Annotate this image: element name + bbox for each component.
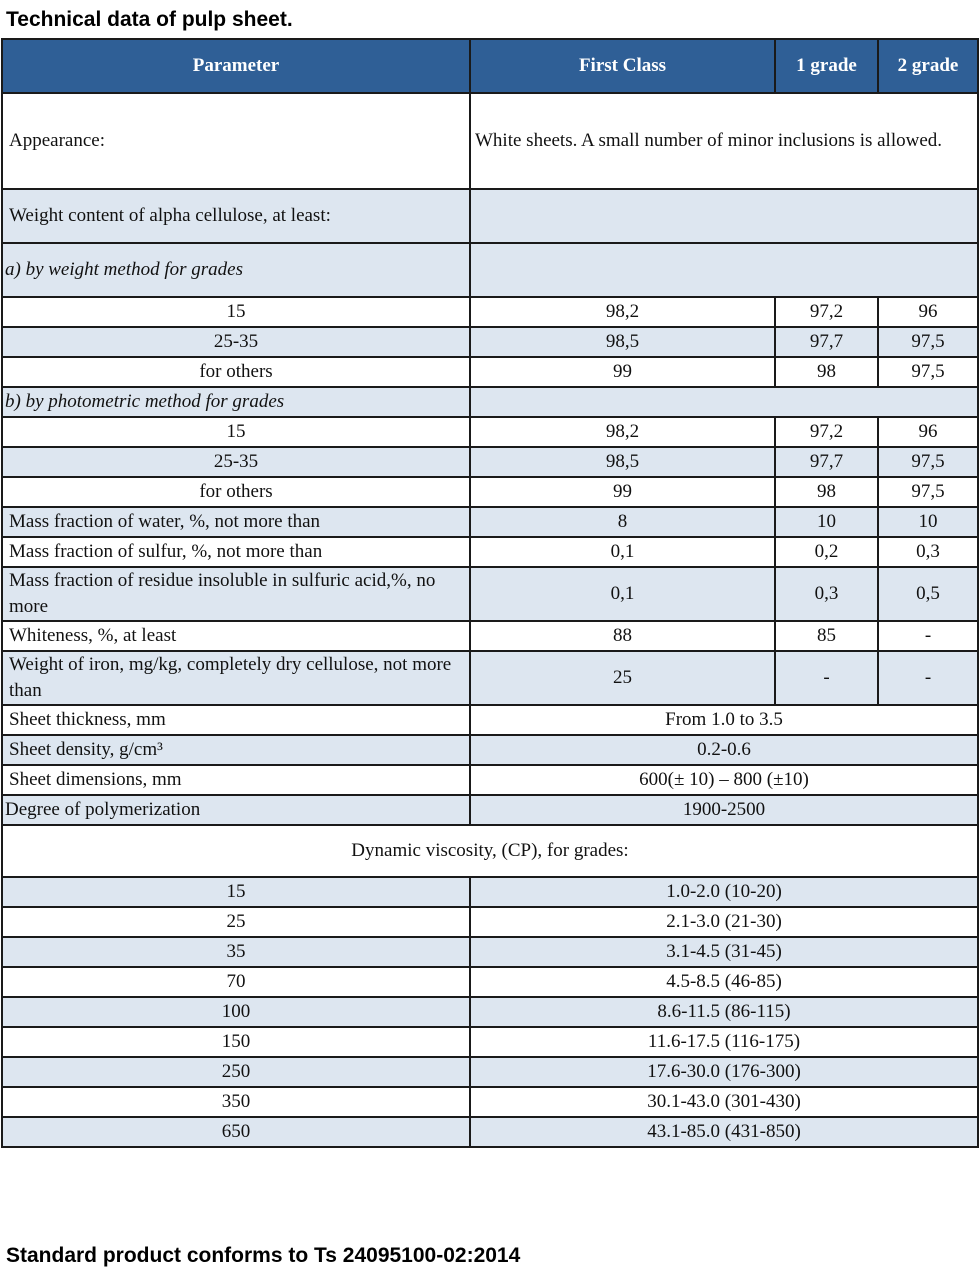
table-row [2, 651, 978, 705]
header-grade-1: 1 grade [775, 39, 878, 93]
sheet-value: 0.2-0.6 [470, 735, 978, 765]
grade-1-cell: 97,7 [775, 447, 878, 477]
header-grade-2: 2 grade [878, 39, 978, 93]
alpha-label: Weight content of alpha cellulose, at least: [2, 189, 470, 243]
grade-2-cell: 97,5 [878, 477, 978, 507]
grade-2-cell: 0,5 [878, 567, 978, 621]
grade-cell: 15 [2, 417, 470, 447]
sheet-label: Sheet thickness, mm [2, 705, 470, 735]
grade-2-cell: 0,3 [878, 537, 978, 567]
appearance-row [2, 93, 978, 189]
first-class-cell: 98,5 [470, 327, 775, 357]
viscosity-grade: 70 [2, 967, 470, 997]
weight-method-empty-cell [470, 243, 978, 297]
viscosity-value: 8.6-11.5 (86-115) [470, 997, 978, 1027]
table-row [2, 967, 978, 997]
weight-method-label: a) by weight method for grades [2, 243, 470, 297]
grade-1-cell: 0,3 [775, 567, 878, 621]
grade-2-cell: 10 [878, 507, 978, 537]
sheet-label: Sheet density, g/cm³ [2, 735, 470, 765]
viscosity-heading: Dynamic viscosity, (CP), for grades: [2, 825, 978, 877]
header-first-class: First Class [470, 39, 775, 93]
table-row [2, 997, 978, 1027]
first-class-cell: 88 [470, 621, 775, 651]
viscosity-grade: 250 [2, 1057, 470, 1087]
property-label: Whiteness, %, at least [2, 621, 470, 651]
viscosity-value: 11.6-17.5 (116-175) [470, 1027, 978, 1057]
grade-2-cell: 96 [878, 297, 978, 327]
first-class-cell: 98,5 [470, 447, 775, 477]
property-label: Mass fraction of residue insoluble in sulfuric acid,%, no more [2, 567, 470, 621]
table-row [2, 1117, 978, 1147]
alpha-empty-cell [470, 189, 978, 243]
sheet-label: Degree of polymerization [2, 795, 470, 825]
grade-2-cell: - [878, 621, 978, 651]
table-row [2, 327, 978, 357]
viscosity-value: 43.1-85.0 (431-850) [470, 1117, 978, 1147]
grade-cell: 25-35 [2, 327, 470, 357]
grade-1-cell: 98 [775, 477, 878, 507]
table-row [2, 297, 978, 327]
first-class-cell: 98,2 [470, 417, 775, 447]
grade-2-cell: 97,5 [878, 327, 978, 357]
first-class-cell: 25 [470, 651, 775, 705]
grade-1-cell: 98 [775, 357, 878, 387]
first-class-cell: 0,1 [470, 567, 775, 621]
table-row [2, 477, 978, 507]
grade-cell: for others [2, 357, 470, 387]
page-title: Technical data of pulp sheet. [6, 8, 293, 31]
table-row [2, 735, 978, 765]
first-class-cell: 98,2 [470, 297, 775, 327]
grade-1-cell: 97,2 [775, 417, 878, 447]
table-row [2, 765, 978, 795]
viscosity-grade: 150 [2, 1027, 470, 1057]
viscosity-value: 1.0-2.0 (10-20) [470, 877, 978, 907]
table-row [2, 795, 978, 825]
viscosity-grade: 25 [2, 907, 470, 937]
viscosity-value: 17.6-30.0 (176-300) [470, 1057, 978, 1087]
table-row [2, 537, 978, 567]
table-row [2, 1057, 978, 1087]
grade-2-cell: 97,5 [878, 357, 978, 387]
viscosity-grade: 650 [2, 1117, 470, 1147]
first-class-cell: 0,1 [470, 537, 775, 567]
property-label: Weight of iron, mg/kg, completely dry cellulose, not more than [2, 651, 470, 705]
appearance-label: Appearance: [2, 93, 470, 189]
grade-1-cell: - [775, 651, 878, 705]
grade-1-cell: 10 [775, 507, 878, 537]
first-class-cell: 99 [470, 477, 775, 507]
table-row [2, 447, 978, 477]
first-class-cell: 99 [470, 357, 775, 387]
first-class-cell: 8 [470, 507, 775, 537]
viscosity-grade: 100 [2, 997, 470, 1027]
table-row [2, 877, 978, 907]
header-parameter: Parameter [2, 39, 470, 93]
viscosity-heading-row [2, 825, 978, 877]
viscosity-value: 3.1-4.5 (31-45) [470, 937, 978, 967]
grade-cell: 15 [2, 297, 470, 327]
table-row [2, 1087, 978, 1117]
header-row [2, 39, 978, 93]
table-row [2, 1027, 978, 1057]
table-row [2, 357, 978, 387]
viscosity-value: 2.1-3.0 (21-30) [470, 907, 978, 937]
viscosity-grade: 35 [2, 937, 470, 967]
sheet-value: 1900-2500 [470, 795, 978, 825]
grade-1-cell: 97,2 [775, 297, 878, 327]
grade-cell: 25-35 [2, 447, 470, 477]
photometric-method-row [2, 387, 978, 417]
grade-cell: for others [2, 477, 470, 507]
photometric-method-label: b) by photometric method for grades [2, 387, 470, 417]
table-row [2, 417, 978, 447]
viscosity-value: 30.1-43.0 (301-430) [470, 1087, 978, 1117]
table-row [2, 507, 978, 537]
spec-table [1, 38, 979, 1148]
table-row [2, 567, 978, 621]
table-row [2, 907, 978, 937]
grade-2-cell: - [878, 651, 978, 705]
sheet-value: 600(± 10) – 800 (±10) [470, 765, 978, 795]
alpha-row [2, 189, 978, 243]
standard-footer: Standard product conforms to Ts 24095100-02:2014 [6, 1244, 521, 1267]
grade-1-cell: 85 [775, 621, 878, 651]
sheet-label: Sheet dimensions, mm [2, 765, 470, 795]
photometric-empty-cell [470, 387, 978, 417]
weight-method-row [2, 243, 978, 297]
grade-2-cell: 96 [878, 417, 978, 447]
grade-1-cell: 0,2 [775, 537, 878, 567]
property-label: Mass fraction of water, %, not more than [2, 507, 470, 537]
viscosity-grade: 350 [2, 1087, 470, 1117]
table-row [2, 621, 978, 651]
viscosity-value: 4.5-8.5 (46-85) [470, 967, 978, 997]
appearance-value: White sheets. A small number of minor inclusions is allowed. [470, 93, 978, 189]
table-row [2, 705, 978, 735]
grade-1-cell: 97,7 [775, 327, 878, 357]
property-label: Mass fraction of sulfur, %, not more than [2, 537, 470, 567]
table-row [2, 937, 978, 967]
grade-2-cell: 97,5 [878, 447, 978, 477]
viscosity-grade: 15 [2, 877, 470, 907]
sheet-value: From 1.0 to 3.5 [470, 705, 978, 735]
